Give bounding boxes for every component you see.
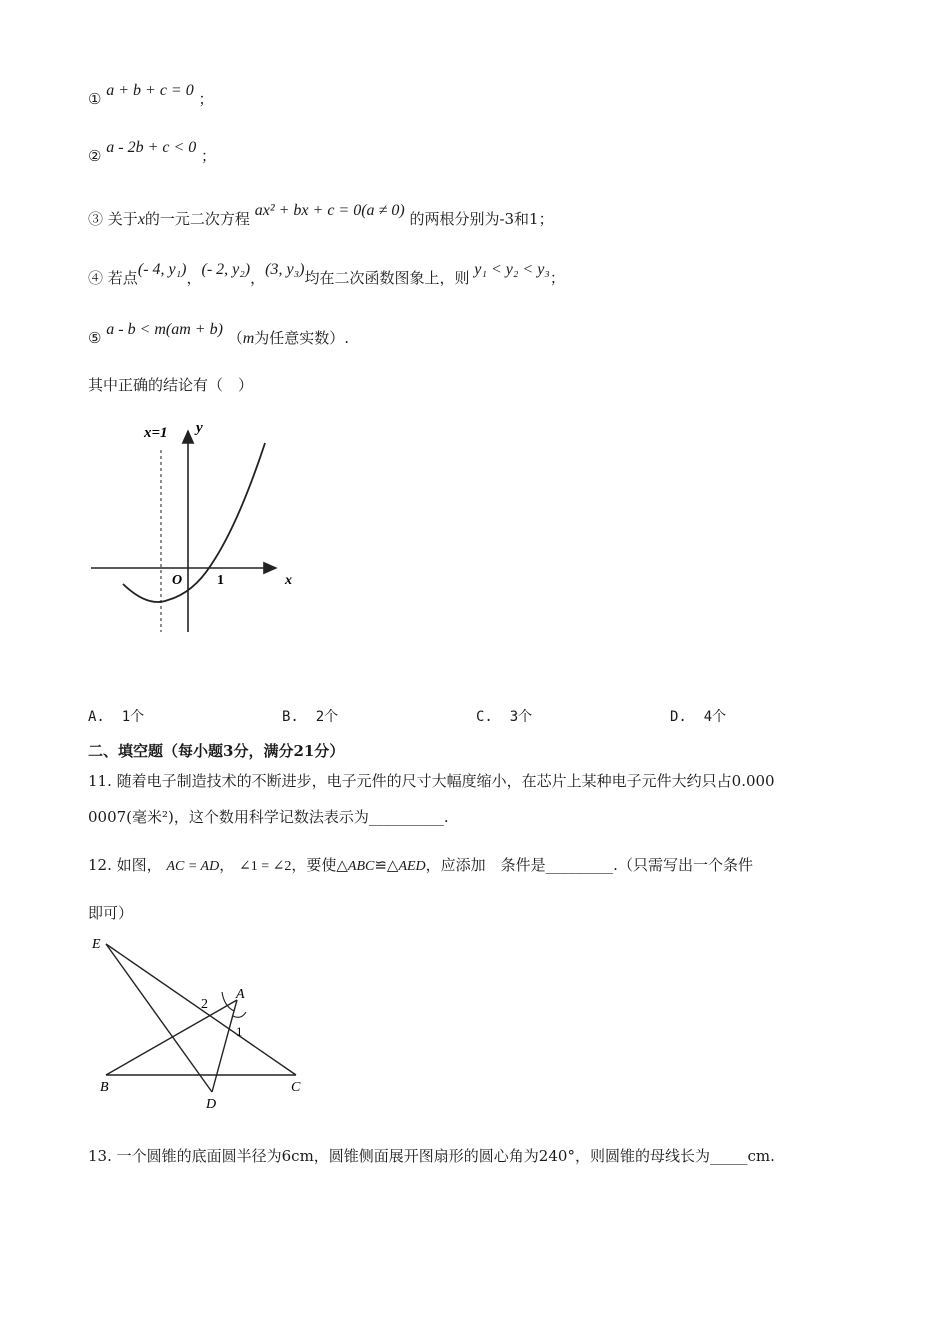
tick-label-one: 1 [217, 573, 224, 588]
vertex-label-b: B [100, 1080, 109, 1095]
statement-formula: a - b < m(am + b) [106, 321, 223, 338]
point-2: (- 2, y₂) [201, 261, 251, 278]
option-d[interactable] [670, 706, 726, 726]
vertex-label-a: A [236, 987, 245, 1002]
statement-formula: a - 2b + c < 0 [106, 139, 197, 156]
option-c[interactable] [476, 706, 532, 726]
question-number: 13. [88, 1147, 112, 1165]
vertex-label-e: E [92, 937, 101, 952]
statement-2 [88, 139, 217, 166]
segment-ba [106, 1000, 237, 1075]
triangle-figure [88, 932, 318, 1112]
statement-3 [88, 202, 554, 229]
statement-formula: ax² + bx + c = 0(a ≠ 0) [254, 202, 405, 219]
option-text: 1个 [121, 709, 145, 725]
statement-text: 均在二次函数图象上，则 [304, 269, 470, 287]
angle-1-arc [233, 1012, 246, 1017]
statement-tail: 为任意实数）. [254, 329, 350, 347]
statement-tail: ； [549, 269, 565, 287]
statement-number: ④ [88, 269, 104, 287]
statement-1 [88, 82, 214, 109]
statement-number: ③ [88, 210, 104, 228]
parabola-graph [88, 415, 318, 645]
triangle-2: AED [398, 859, 426, 874]
option-text: 3个 [509, 709, 533, 725]
question-number: 12. [88, 856, 112, 874]
question-11-line-2: 0007(毫米²)，这个数用科学记数法表示为__________. [88, 808, 449, 826]
option-label: B. [282, 709, 299, 725]
y-axis-label: y [196, 420, 203, 436]
separator: ， [186, 269, 202, 287]
variable: m [242, 330, 255, 347]
question-number: 11. [88, 772, 112, 790]
statement-5 [88, 321, 350, 348]
point-1: (- 4, y₁) [137, 261, 187, 278]
segment-ed [106, 944, 212, 1092]
angle-label-1: 1 [236, 1024, 243, 1039]
question-12-line-1 [88, 854, 753, 875]
question-text: 随着电子制造技术的不断进步，电子元件的尺寸大幅度缩小，在芯片上某种电子元件大约只占0.000 [116, 772, 775, 790]
option-label: A. [88, 709, 105, 725]
condition-2: ∠1 = ∠2 [238, 859, 292, 874]
congruent-symbol: ≌△ [374, 856, 399, 874]
question-11-line-1 [88, 770, 775, 791]
triangle-1: ABC [347, 859, 375, 874]
section-heading: 二、填空题（每小题3分，满分21分） [88, 742, 345, 760]
question-13 [88, 1145, 775, 1166]
statement-number: ⑤ [88, 329, 102, 347]
statement-number: ② [88, 147, 102, 165]
option-label: D. [670, 709, 687, 725]
segment-ad [212, 1000, 237, 1092]
statement-text: 若点 [107, 269, 138, 287]
question-text: 如图， [116, 856, 162, 874]
option-text: 4个 [703, 709, 727, 725]
vertex-label-d: D [206, 1097, 217, 1112]
option-text: 2个 [315, 709, 339, 725]
statement-formula: y₁ < y₂ < y₃ [474, 261, 550, 278]
statement-tail: 的两根分别为-3和1； [409, 210, 554, 228]
statement-4 [88, 261, 565, 288]
option-a[interactable] [88, 706, 144, 726]
separator: ， [219, 856, 235, 874]
origin-label: O [172, 573, 183, 588]
option-label: C. [476, 709, 493, 725]
question-text: 一个圆锥的底面圆半径为6cm，圆锥侧面展开图扇形的圆心角为240°，则圆锥的母线长为_____cm. [116, 1147, 775, 1165]
question-prompt: 其中正确的结论有（ ） [88, 376, 254, 394]
statement-text: 关于 [107, 210, 138, 228]
separator: ， [250, 269, 266, 287]
statement-number: ① [88, 90, 102, 108]
vertex-label-c: C [291, 1080, 301, 1095]
statement-formula: a + b + c = 0 [106, 82, 194, 99]
question-12-line-2: 即可） [88, 904, 134, 922]
statement-text: （ [227, 329, 243, 347]
statement-tail: ； [201, 147, 217, 165]
condition-1: AC = AD [166, 859, 220, 874]
question-text: ，应添加 条件是_________.（只需写出一个条件 [425, 856, 753, 874]
symmetry-axis-label: x=1 [144, 425, 168, 441]
parabola-curve [123, 443, 265, 602]
angle-label-2: 2 [201, 997, 208, 1012]
variable: x [137, 211, 145, 228]
statement-tail: ； [198, 90, 214, 108]
point-3: (3, y₃) [265, 261, 305, 278]
option-b[interactable] [282, 706, 338, 726]
x-axis-label: x [285, 573, 292, 588]
question-text: ，要使△ [291, 856, 348, 874]
statement-text: 的一元二次方程 [144, 210, 250, 228]
